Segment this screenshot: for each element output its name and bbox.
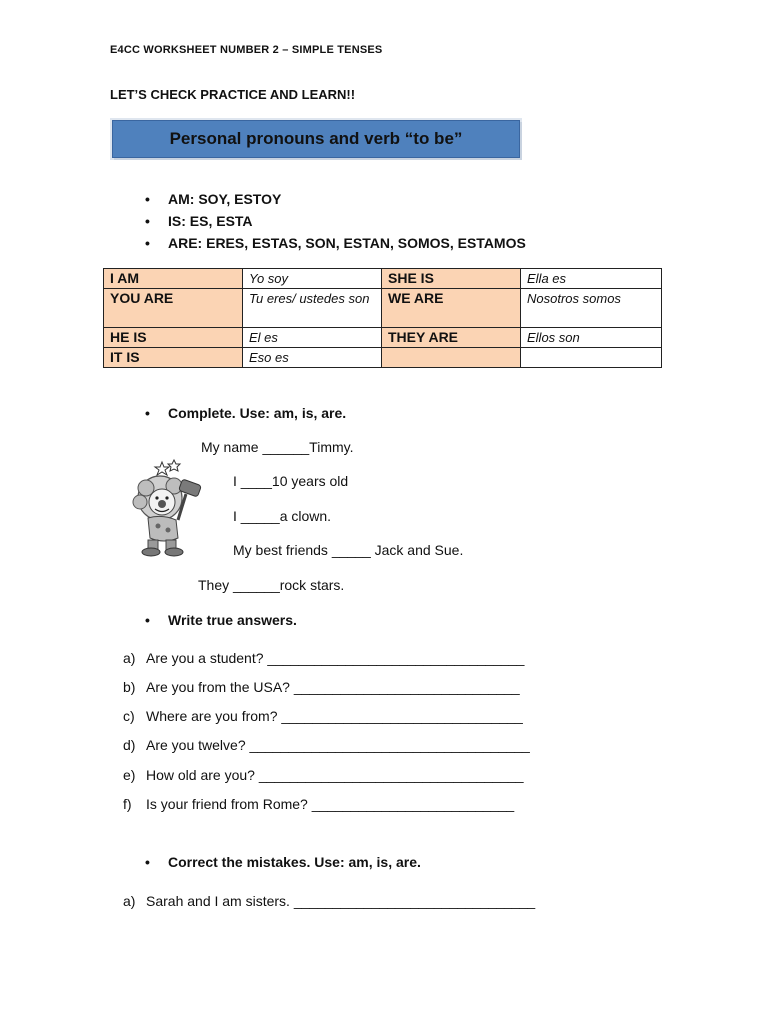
question-text: Is your friend from Rome? __________________________ — [146, 796, 515, 812]
item-label: c) — [123, 708, 135, 724]
table-cell: Ella es — [521, 269, 662, 289]
question-text: Where are you from? _______________________________ — [146, 708, 523, 724]
table-cell — [382, 348, 521, 368]
true-answers-instruction: • Write true answers. — [168, 609, 297, 631]
item-label: f) — [123, 796, 132, 812]
table-row — [104, 289, 662, 328]
item-label: e) — [123, 767, 136, 783]
complete-sentence: They ______rock stars. — [198, 577, 345, 593]
table-row — [104, 348, 662, 368]
table-cell: I AM — [104, 269, 243, 289]
table-cell: Nosotros somos — [521, 289, 662, 328]
list-item — [123, 679, 520, 695]
complete-instruction: • Complete. Use: am, is, are. — [168, 402, 346, 424]
item-label: b) — [123, 679, 136, 695]
list-item — [123, 796, 514, 812]
complete-sentence: I _____a clown. — [233, 508, 332, 524]
table-row — [104, 269, 662, 289]
meaning-are: • ARE: ERES, ESTAS, SON, ESTAN, SOMOS, ESTAMOS — [168, 232, 526, 254]
true-answers-section — [168, 609, 297, 631]
list-item — [123, 650, 524, 666]
complete-sentence: I ____10 years old — [233, 473, 349, 489]
table-cell: HE IS — [104, 328, 243, 348]
table-cell: THEY ARE — [382, 328, 521, 348]
clown-icon — [124, 458, 210, 558]
table-cell — [521, 348, 662, 368]
item-label: a) — [123, 893, 136, 909]
complete-sentence: My name ______Timmy. — [201, 439, 354, 455]
table-cell: Tu eres/ ustedes son — [243, 289, 382, 328]
question-text: Sarah and I am sisters. _______________________________ — [146, 893, 536, 909]
table-cell: Yo soy — [243, 269, 382, 289]
table-cell: IT IS — [104, 348, 243, 368]
list-item — [123, 893, 535, 909]
table-cell: Ellos son — [521, 328, 662, 348]
question-text: Are you from the USA? _____________________________ — [146, 679, 520, 695]
list-item — [123, 708, 523, 724]
item-label: a) — [123, 650, 136, 666]
worksheet-subtitle: LET’S CHECK PRACTICE AND LEARN!! — [110, 87, 356, 102]
table-cell: El es — [243, 328, 382, 348]
meaning-am: • AM: SOY, ESTOY — [168, 188, 526, 210]
section-banner-text: Personal pronouns and verb “to be” — [169, 129, 463, 148]
table-cell: Eso es — [243, 348, 382, 368]
pronoun-table — [103, 268, 662, 368]
table-row — [104, 328, 662, 348]
table-cell: SHE IS — [382, 269, 521, 289]
section-banner — [112, 120, 520, 158]
mistakes-instruction: • Correct the mistakes. Use: am, is, are. — [168, 851, 421, 873]
question-text: Are you a student? _________________________________ — [146, 650, 525, 666]
table-cell: YOU ARE — [104, 289, 243, 328]
mistakes-section — [168, 851, 421, 873]
meaning-is: • IS: ES, ESTA — [168, 210, 526, 232]
worksheet-header: E4CC WORKSHEET NUMBER 2 – SIMPLE TENSES — [110, 44, 383, 56]
question-text: How old are you? __________________________________ — [146, 767, 524, 783]
item-label: d) — [123, 737, 136, 753]
list-item — [123, 767, 524, 783]
complete-section — [168, 402, 346, 424]
complete-sentence: My best friends _____ Jack and Sue. — [233, 542, 464, 558]
table-cell: WE ARE — [382, 289, 521, 328]
question-text: Are you twelve? ____________________________________ — [146, 737, 530, 753]
list-item — [123, 737, 530, 753]
verb-meanings-list — [168, 188, 526, 254]
